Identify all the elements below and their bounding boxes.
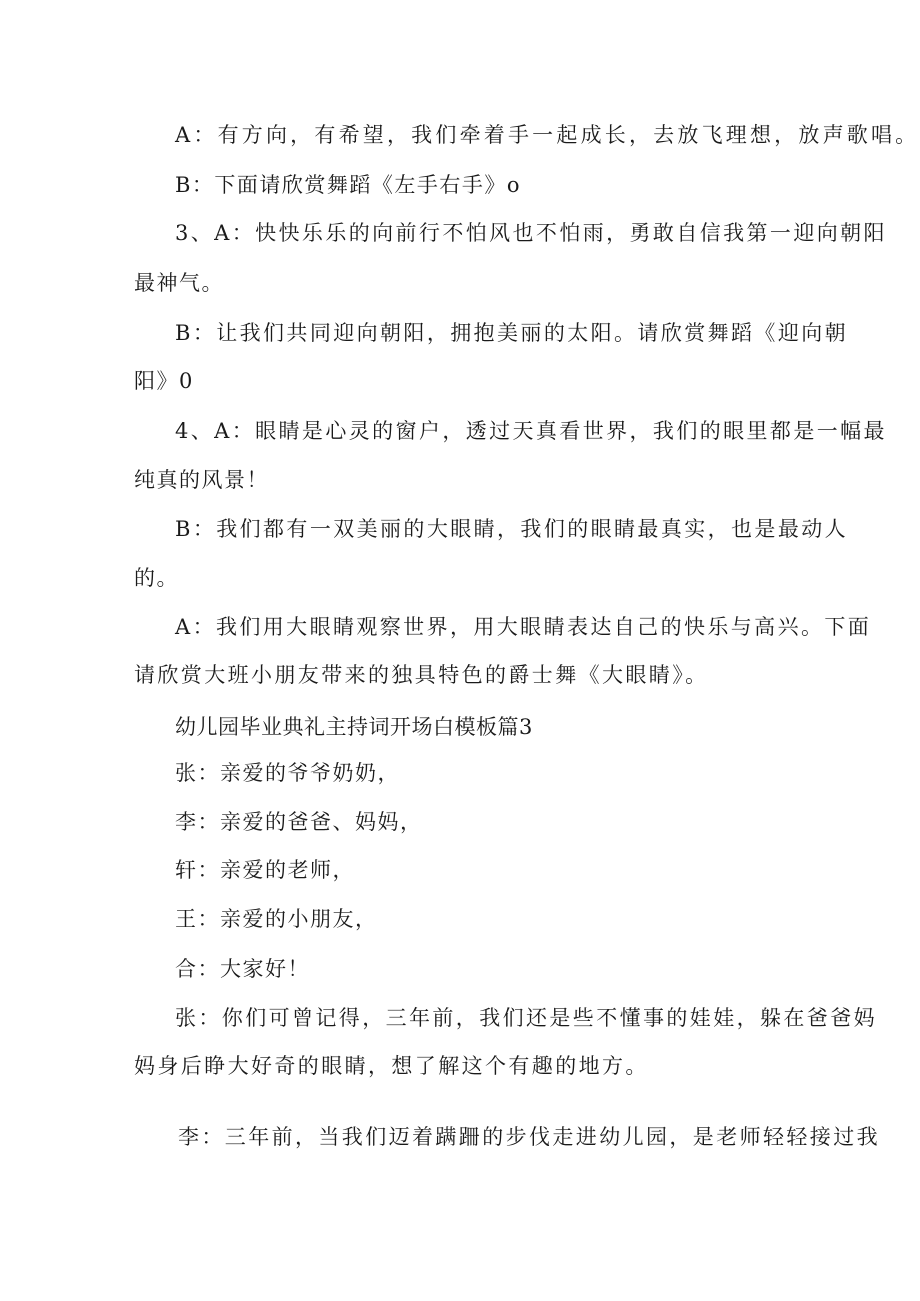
paragraph-line-14: 张：亲爱的爷爷奶奶， [175,761,400,785]
paragraph-line-6: 阳》0 [134,369,194,393]
paragraph-line-20: 妈身后睁大好奇的眼睛，想了解这个有趣的地方。 [134,1054,649,1078]
paragraph-line-10: 的。 [134,566,179,590]
paragraph-line-18: 合：大家好！ [175,957,310,981]
paragraph-line-8: 纯真的风景！ [134,468,269,492]
paragraph-line-17: 王：亲爱的小朋友， [175,907,378,931]
paragraph-line-9: B：我们都有一双美丽的大眼睛，我们的眼睛最真实，也是最动人 [175,517,849,541]
section-heading: 幼儿园毕业典礼主持词开场白模板篇3 [175,715,533,739]
paragraph-line-16: 轩：亲爱的老师， [175,858,355,882]
paragraph-line-11: A：我们用大眼睛观察世界，用大眼睛表达自己的快乐与高兴。下面 [175,615,872,639]
paragraph-line-21: 李：三年前，当我们迈着蹒跚的步伐走进幼儿园，是老师轻轻接过我 [178,1125,880,1149]
paragraph-line-3: 3、A：快快乐乐的向前行不怕风也不怕雨，勇敢自信我第一迎向朝阳 [175,221,887,245]
paragraph-line-12: 请欣赏大班小朋友带来的独具特色的爵士舞《大眼睛》。 [134,663,709,687]
paragraph-line-4: 最神气。 [134,271,224,295]
paragraph-line-19: 张：你们可曾记得，三年前，我们还是些不懂事的娃娃，躲在爸爸妈 [175,1006,877,1030]
paragraph-line-7: 4、A：眼睛是心灵的窗户，透过天真看世界，我们的眼里都是一幅最 [175,419,887,443]
paragraph-line-5: B：让我们共同迎向朝阳，拥抱美丽的太阳。请欣赏舞蹈《迎向朝 [175,321,849,345]
paragraph-line-2: B：下面请欣赏舞蹈《左手右手》o [175,173,522,197]
paragraph-line-15: 李：亲爱的爸爸、妈妈， [175,810,423,834]
paragraph-line-1: A：有方向，有希望，我们牵着手一起成长，去放飞理想，放声歌唱。 [175,123,920,147]
